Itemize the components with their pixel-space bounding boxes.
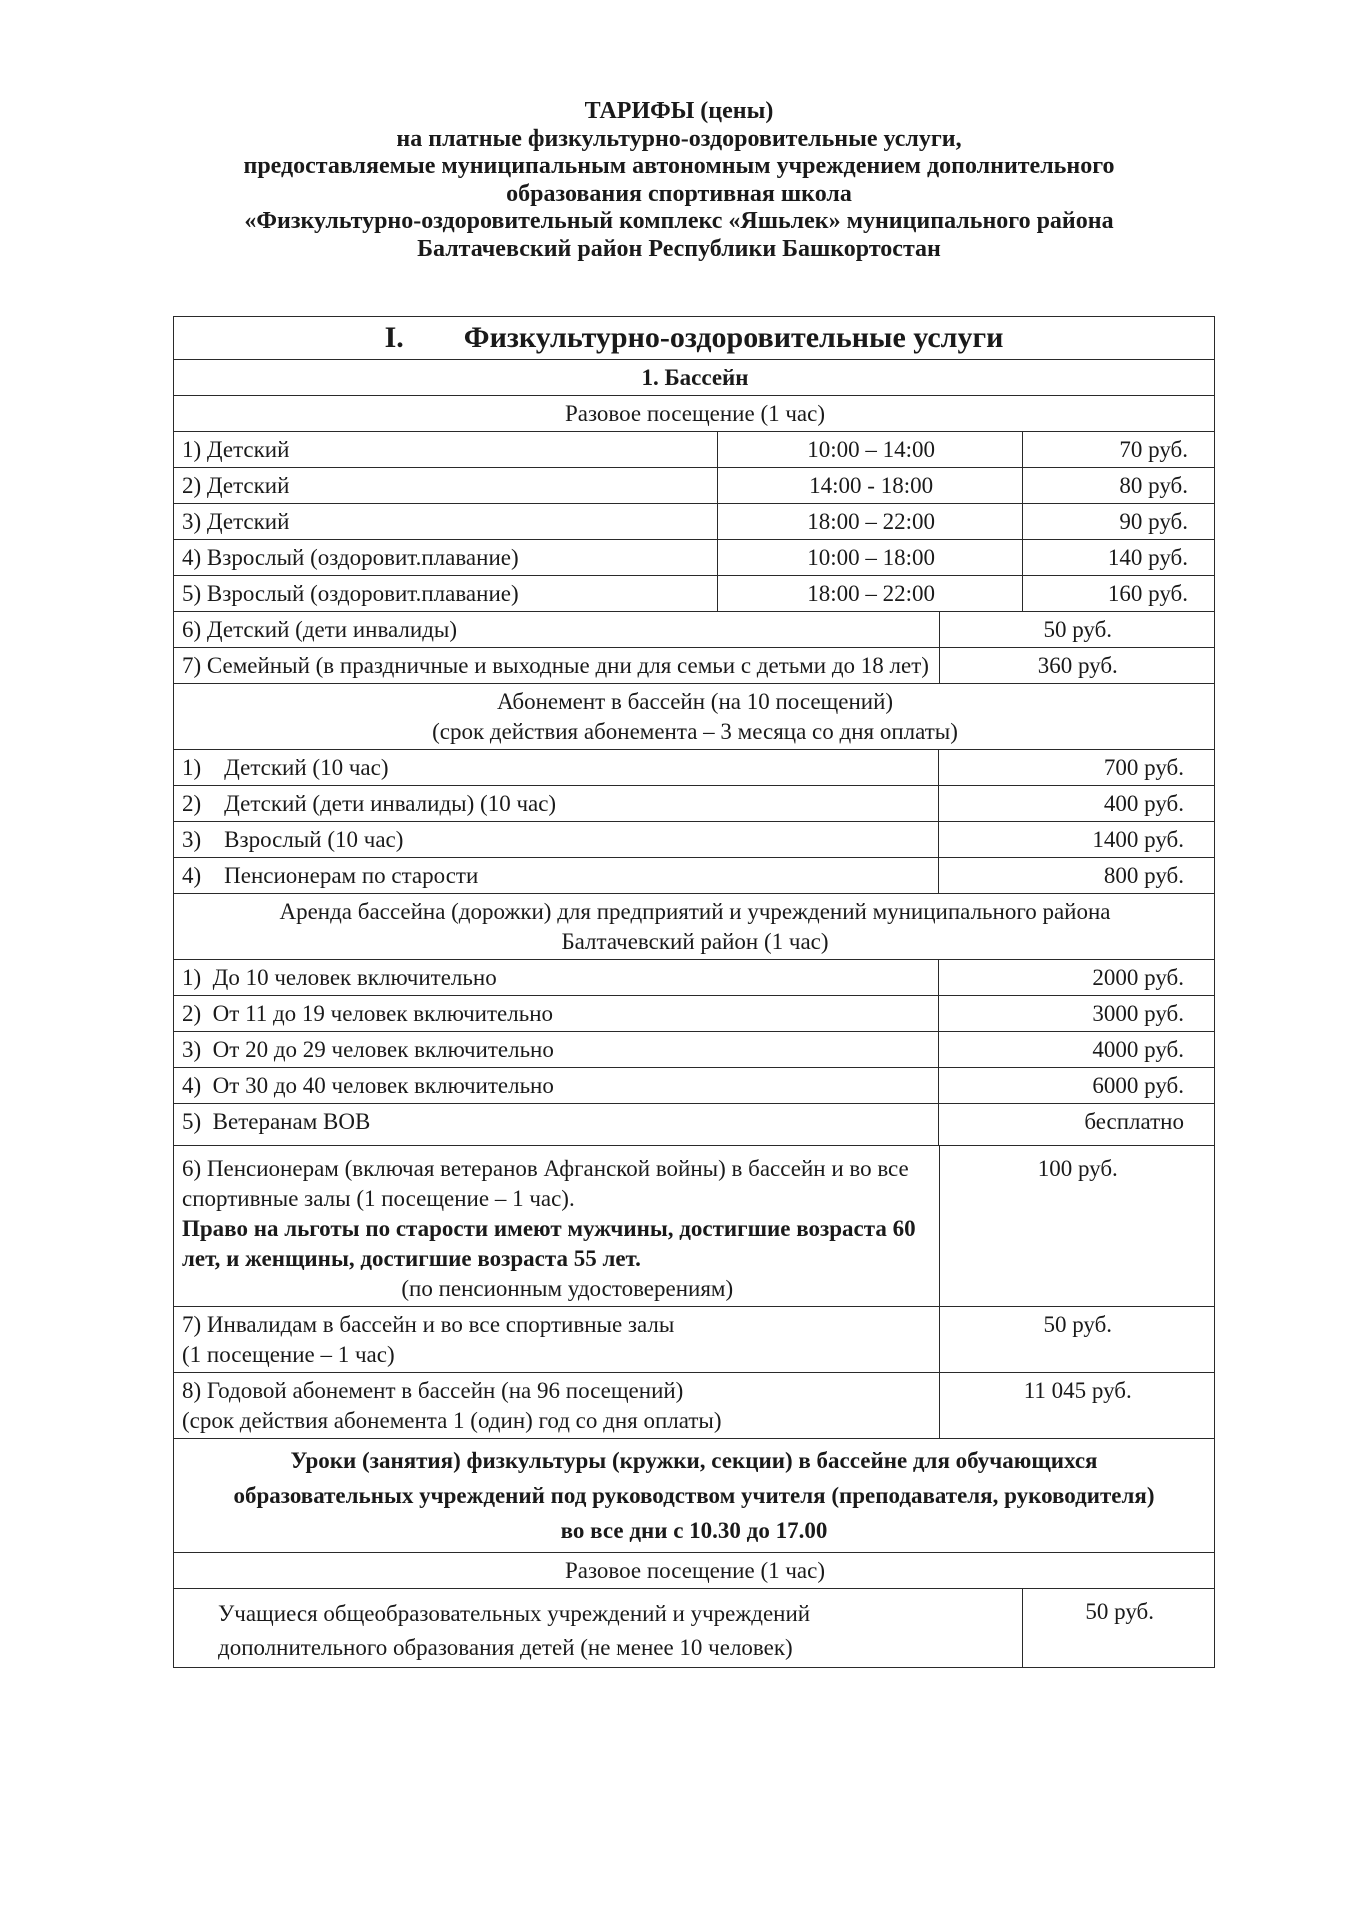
invalid-text-2: (1 посещение – 1 час): [182, 1342, 395, 1367]
service-price: 1400 руб.: [938, 822, 1214, 857]
service-price: 2000 руб.: [938, 960, 1214, 995]
service-price: бесплатно: [938, 1104, 1214, 1145]
subscription-title-line: Абонемент в бассейн (на 10 посещений): [496, 689, 894, 714]
lessons-title: Уроки (занятия) физкультуры (кружки, секции) в бассейне для обучающихся образовательных учреждений под руководством учителя (преподавателя, руководителя) во все дни с 10.30 до 17.00: [233, 1448, 1155, 1543]
service-price: 50 руб.: [939, 1307, 1214, 1372]
service-name: 3) От 20 до 29 человек включительно: [182, 1037, 554, 1062]
service-name: 2) От 11 до 19 человек включительно: [182, 1001, 554, 1026]
document-title: [0, 98, 1358, 263]
section-number: I.: [384, 321, 404, 354]
service-time: 14:00 - 18:00: [717, 468, 1022, 503]
yearly-text: 8) Годовой абонемент в бассейн (на 96 посещений): [182, 1378, 684, 1403]
invalid-cell: [174, 1307, 939, 1372]
service-price: 50 руб.: [939, 612, 1214, 647]
service-time: 18:00 – 22:00: [717, 504, 1022, 539]
service-name: 3) Взрослый (10 час): [182, 827, 404, 852]
section-header-row: [173, 316, 1215, 360]
service-price: 160 руб.: [1022, 576, 1214, 611]
title-line: предоставляемые муниципальным автономным учреждением дополнительного: [243, 153, 1115, 179]
title-line: «Физкультурно-оздоровительный комплекс «Яшьлек» муниципального района: [244, 208, 1114, 234]
subscription-term: (срок действия абонемента – 3 месяца со дня оплаты): [432, 719, 958, 744]
table-row: [173, 1104, 1215, 1146]
pension-doc-note: (по пенсионным удостоверениям): [401, 1276, 734, 1301]
service-price: 6000 руб.: [938, 1068, 1214, 1103]
service-name: 7) Семейный (в праздничные и выходные дни для семьи с детьми до 18 лет): [182, 653, 929, 678]
service-name: 3) Детский: [182, 509, 290, 534]
service-name: 1) До 10 человек включительно: [182, 965, 497, 990]
service-price: 3000 руб.: [938, 996, 1214, 1031]
table-row: [173, 822, 1215, 858]
title-line: Балтачевский район Республики Башкортостан: [417, 235, 941, 262]
table-row: [173, 960, 1215, 996]
service-price: 360 руб.: [939, 648, 1214, 683]
subsection-title: 1. Бассейн: [641, 365, 749, 390]
table-row: [173, 786, 1215, 822]
service-name: 6) Детский (дети инвалиды): [182, 617, 458, 642]
table-row: [173, 468, 1215, 504]
subsection-row: [173, 360, 1215, 396]
rent-title: [174, 894, 1214, 959]
service-time: 10:00 – 14:00: [717, 432, 1022, 467]
service-price: 140 руб.: [1022, 540, 1214, 575]
service-price: 70 руб.: [1022, 432, 1214, 467]
single-visit-title: Разовое посещение (1 час): [564, 401, 826, 426]
service-name: 4) Пенсионерам по старости: [182, 863, 479, 888]
table-row: [173, 1146, 1215, 1307]
table-row: [173, 750, 1215, 786]
service-price: 400 руб.: [938, 786, 1214, 821]
rent-header-row: [173, 894, 1215, 960]
service-time: 10:00 – 18:00: [717, 540, 1022, 575]
service-price: 800 руб.: [938, 858, 1214, 893]
table-row: [173, 648, 1215, 684]
service-time: 18:00 – 22:00: [717, 576, 1022, 611]
service-name: 1) Детский: [182, 437, 290, 462]
service-price: 100 руб.: [939, 1146, 1214, 1306]
service-name: 1) Детский (10 час): [182, 755, 389, 780]
table-row: [173, 540, 1215, 576]
single-visit-header-row: [173, 396, 1215, 432]
service-name: 2) Детский (дети инвалиды) (10 час): [182, 791, 557, 816]
table-row: [173, 858, 1215, 894]
service-price: 700 руб.: [938, 750, 1214, 785]
table-row: [173, 1068, 1215, 1104]
table-row: [173, 1032, 1215, 1068]
service-price: 50 руб.: [1022, 1589, 1214, 1667]
service-price: 90 руб.: [1022, 504, 1214, 539]
section-title: Физкультурно-оздоровительные услуги: [463, 321, 1004, 354]
service-name: 5) Ветеранам ВОВ: [182, 1109, 371, 1134]
subscription-header-row: [173, 684, 1215, 750]
rent-title-line: Балтачевский район (1 час): [561, 929, 829, 954]
service-price: 4000 руб.: [938, 1032, 1214, 1067]
rent-title-line: Аренда бассейна (дорожки) для предприятий и учреждений муниципального района: [279, 899, 1111, 924]
lessons-header-row: [173, 1439, 1215, 1553]
tariff-table: [173, 316, 1215, 1668]
service-name: 2) Детский: [182, 473, 290, 498]
subscription-title: [174, 684, 1214, 749]
service-name: 4) Взрослый (оздоровит.плавание): [182, 545, 519, 570]
table-row: [173, 612, 1215, 648]
lessons-single-header-row: [173, 1553, 1215, 1589]
title-line: ТАРИФЫ (цены): [584, 98, 774, 124]
table-row: [173, 504, 1215, 540]
table-row: [173, 576, 1215, 612]
pension-cell: [174, 1146, 939, 1306]
service-price: 80 руб.: [1022, 468, 1214, 503]
table-row: [173, 432, 1215, 468]
table-row: [173, 1307, 1215, 1373]
yearly-cell: [174, 1373, 939, 1438]
lessons-single-title: Разовое посещение (1 час): [564, 1558, 826, 1583]
yearly-term: (срок действия абонемента 1 (один) год со дня оплаты): [182, 1408, 722, 1433]
table-row: [173, 996, 1215, 1032]
pension-benefit-note: Право на льготы по старости имеют мужчины, достигшие возраста 60 лет, и женщины, достигшие возраста 55 лет.: [182, 1216, 916, 1271]
service-name: 4) От 30 до 40 человек включительно: [182, 1073, 554, 1098]
table-row: [173, 1589, 1215, 1668]
title-line: на платные физкультурно-оздоровительные услуги,: [396, 125, 962, 152]
service-name: 5) Взрослый (оздоровит.плавание): [182, 581, 519, 606]
title-line: образования спортивная школа: [506, 180, 852, 207]
section-header: [174, 317, 1214, 359]
invalid-text: 7) Инвалидам в бассейн и во все спортивные залы: [182, 1312, 675, 1337]
pension-text: 6) Пенсионерам (включая ветеранов Афганской войны) в бассейн и во все спортивные залы (1 посещение – 1 час).: [182, 1156, 909, 1211]
service-name: Учащиеся общеобразовательных учреждений и учреждений дополнительного образования детей (не менее 10 человек): [218, 1601, 811, 1660]
table-row: [173, 1373, 1215, 1439]
service-price: 11 045 руб.: [939, 1373, 1214, 1438]
